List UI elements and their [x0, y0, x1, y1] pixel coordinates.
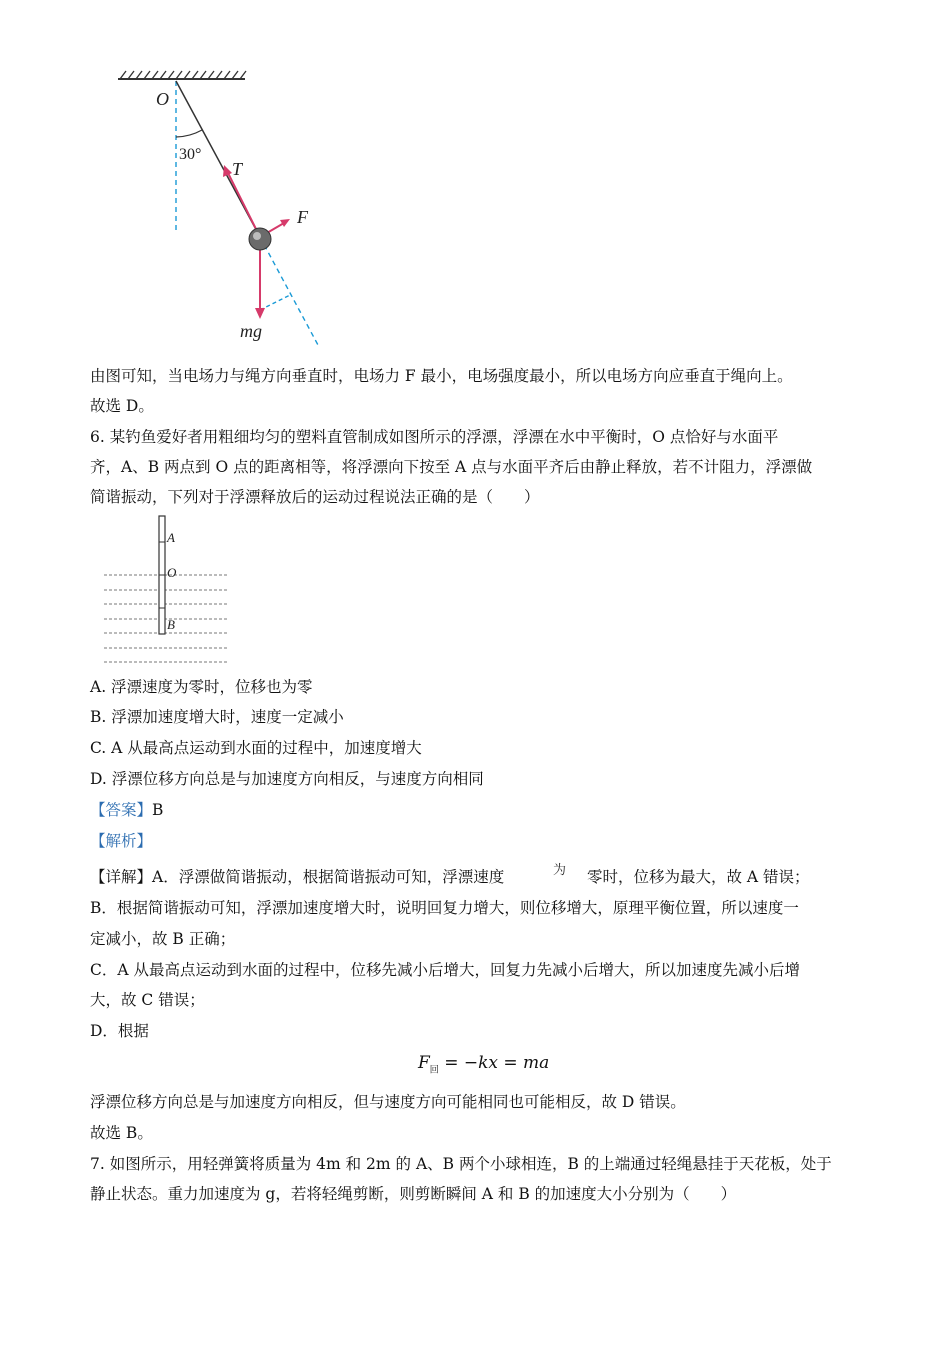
- option-c: C. A 从最高点运动到水面的过程中，加速度增大: [90, 739, 422, 757]
- ball: [249, 228, 271, 250]
- detail-line: 大，故 C 错误；: [90, 991, 205, 1009]
- text-line: 由图可知，当电场力与绳方向垂直时，电场力 F 最小，电场强度最小，所以电场方向应垂直于绳向上。: [90, 367, 793, 385]
- ceiling-hatch: [120, 71, 246, 79]
- label-F: F: [297, 207, 308, 227]
- option-d: D. 浮漂位移方向总是与加速度方向相反，与速度方向相同: [90, 770, 484, 788]
- detail-line: B．根据简谐振动可知，浮漂加速度增大时，说明回复力增大，则位移增大，原理平衡位置，所以速度一: [90, 899, 799, 917]
- pendulum-figure: [110, 65, 340, 350]
- detail-line: 故选 B。: [90, 1124, 153, 1142]
- label-mg: mg: [240, 321, 262, 341]
- label-O: O: [156, 89, 169, 109]
- question-7-line: 静止状态。重力加速度为 g，若将轻绳剪断，则剪断瞬间 A 和 B 的加速度大小分别为（ ）: [90, 1185, 737, 1203]
- answer-tag: 【答案】: [90, 801, 153, 819]
- detail-line: D．根据: [90, 1022, 149, 1040]
- force-F-arrowhead: [280, 219, 290, 227]
- text-line: 故选 D。: [90, 397, 154, 415]
- gravity-arrowhead: [255, 308, 265, 319]
- angle-arc: [176, 130, 202, 137]
- perpendicular-dashed: [260, 295, 290, 310]
- label-T: T: [232, 159, 243, 179]
- ball-highlight: [253, 232, 261, 240]
- tension-arrow: [228, 173, 260, 237]
- rope-extension-dashed: [260, 237, 318, 345]
- detail-wei: 为: [553, 863, 567, 878]
- detail-line-cont: 零时，位移为最大，故 A 错误；: [587, 868, 810, 886]
- detail-line: C．A 从最高点运动到水面的过程中，位移先减小后增大，回复力先减小后增大，所以加速度先减小后增: [90, 961, 800, 979]
- water-lines: [104, 575, 228, 662]
- label-angle: 30°: [179, 146, 202, 163]
- label-O: O: [167, 565, 177, 580]
- detail-line: 【详解】A．浮漂做简谐振动，根据简谐振动可知，浮漂速度: [90, 868, 505, 886]
- question-6-line: 简谐振动，下列对于浮漂释放后的运动过程说法正确的是（ ）: [90, 488, 540, 506]
- option-b: B. 浮漂加速度增大时，速度一定减小: [90, 708, 344, 726]
- detail-line: 定减小，故 B 正确；: [90, 930, 236, 948]
- float-figure: [100, 512, 235, 670]
- label-A: A: [167, 530, 175, 545]
- detail-line: 浮漂位移方向总是与加速度方向相反，但与速度方向可能相同也可能相反，故 D 错误。: [90, 1093, 686, 1111]
- question-6-line: 6. 某钓鱼爱好者用粗细均匀的塑料直管制成如图所示的浮漂，浮漂在水中平衡时，O 点恰好与水面平: [90, 428, 779, 446]
- analysis-tag: 【解析】: [90, 832, 153, 850]
- question-7-line: 7. 如图所示，用轻弹簧将质量为 4m 和 2m 的 A、B 两个小球相连，B 的上端通过轻绳悬挂于天花板，处于: [90, 1155, 832, 1173]
- label-B: B: [167, 617, 175, 632]
- restoring-force-formula: $F_回 = -kx$ = ma: [418, 1053, 550, 1076]
- answer-line: [90, 800, 163, 820]
- option-a: A. 浮漂速度为零时，位移也为零: [90, 678, 313, 696]
- answer-value: B: [152, 801, 164, 819]
- question-6-line: 齐，A、B 两点到 O 点的距离相等，将浮漂向下按至 A 点与水面平齐后由静止释放，若不计阻力，浮漂做: [90, 458, 813, 476]
